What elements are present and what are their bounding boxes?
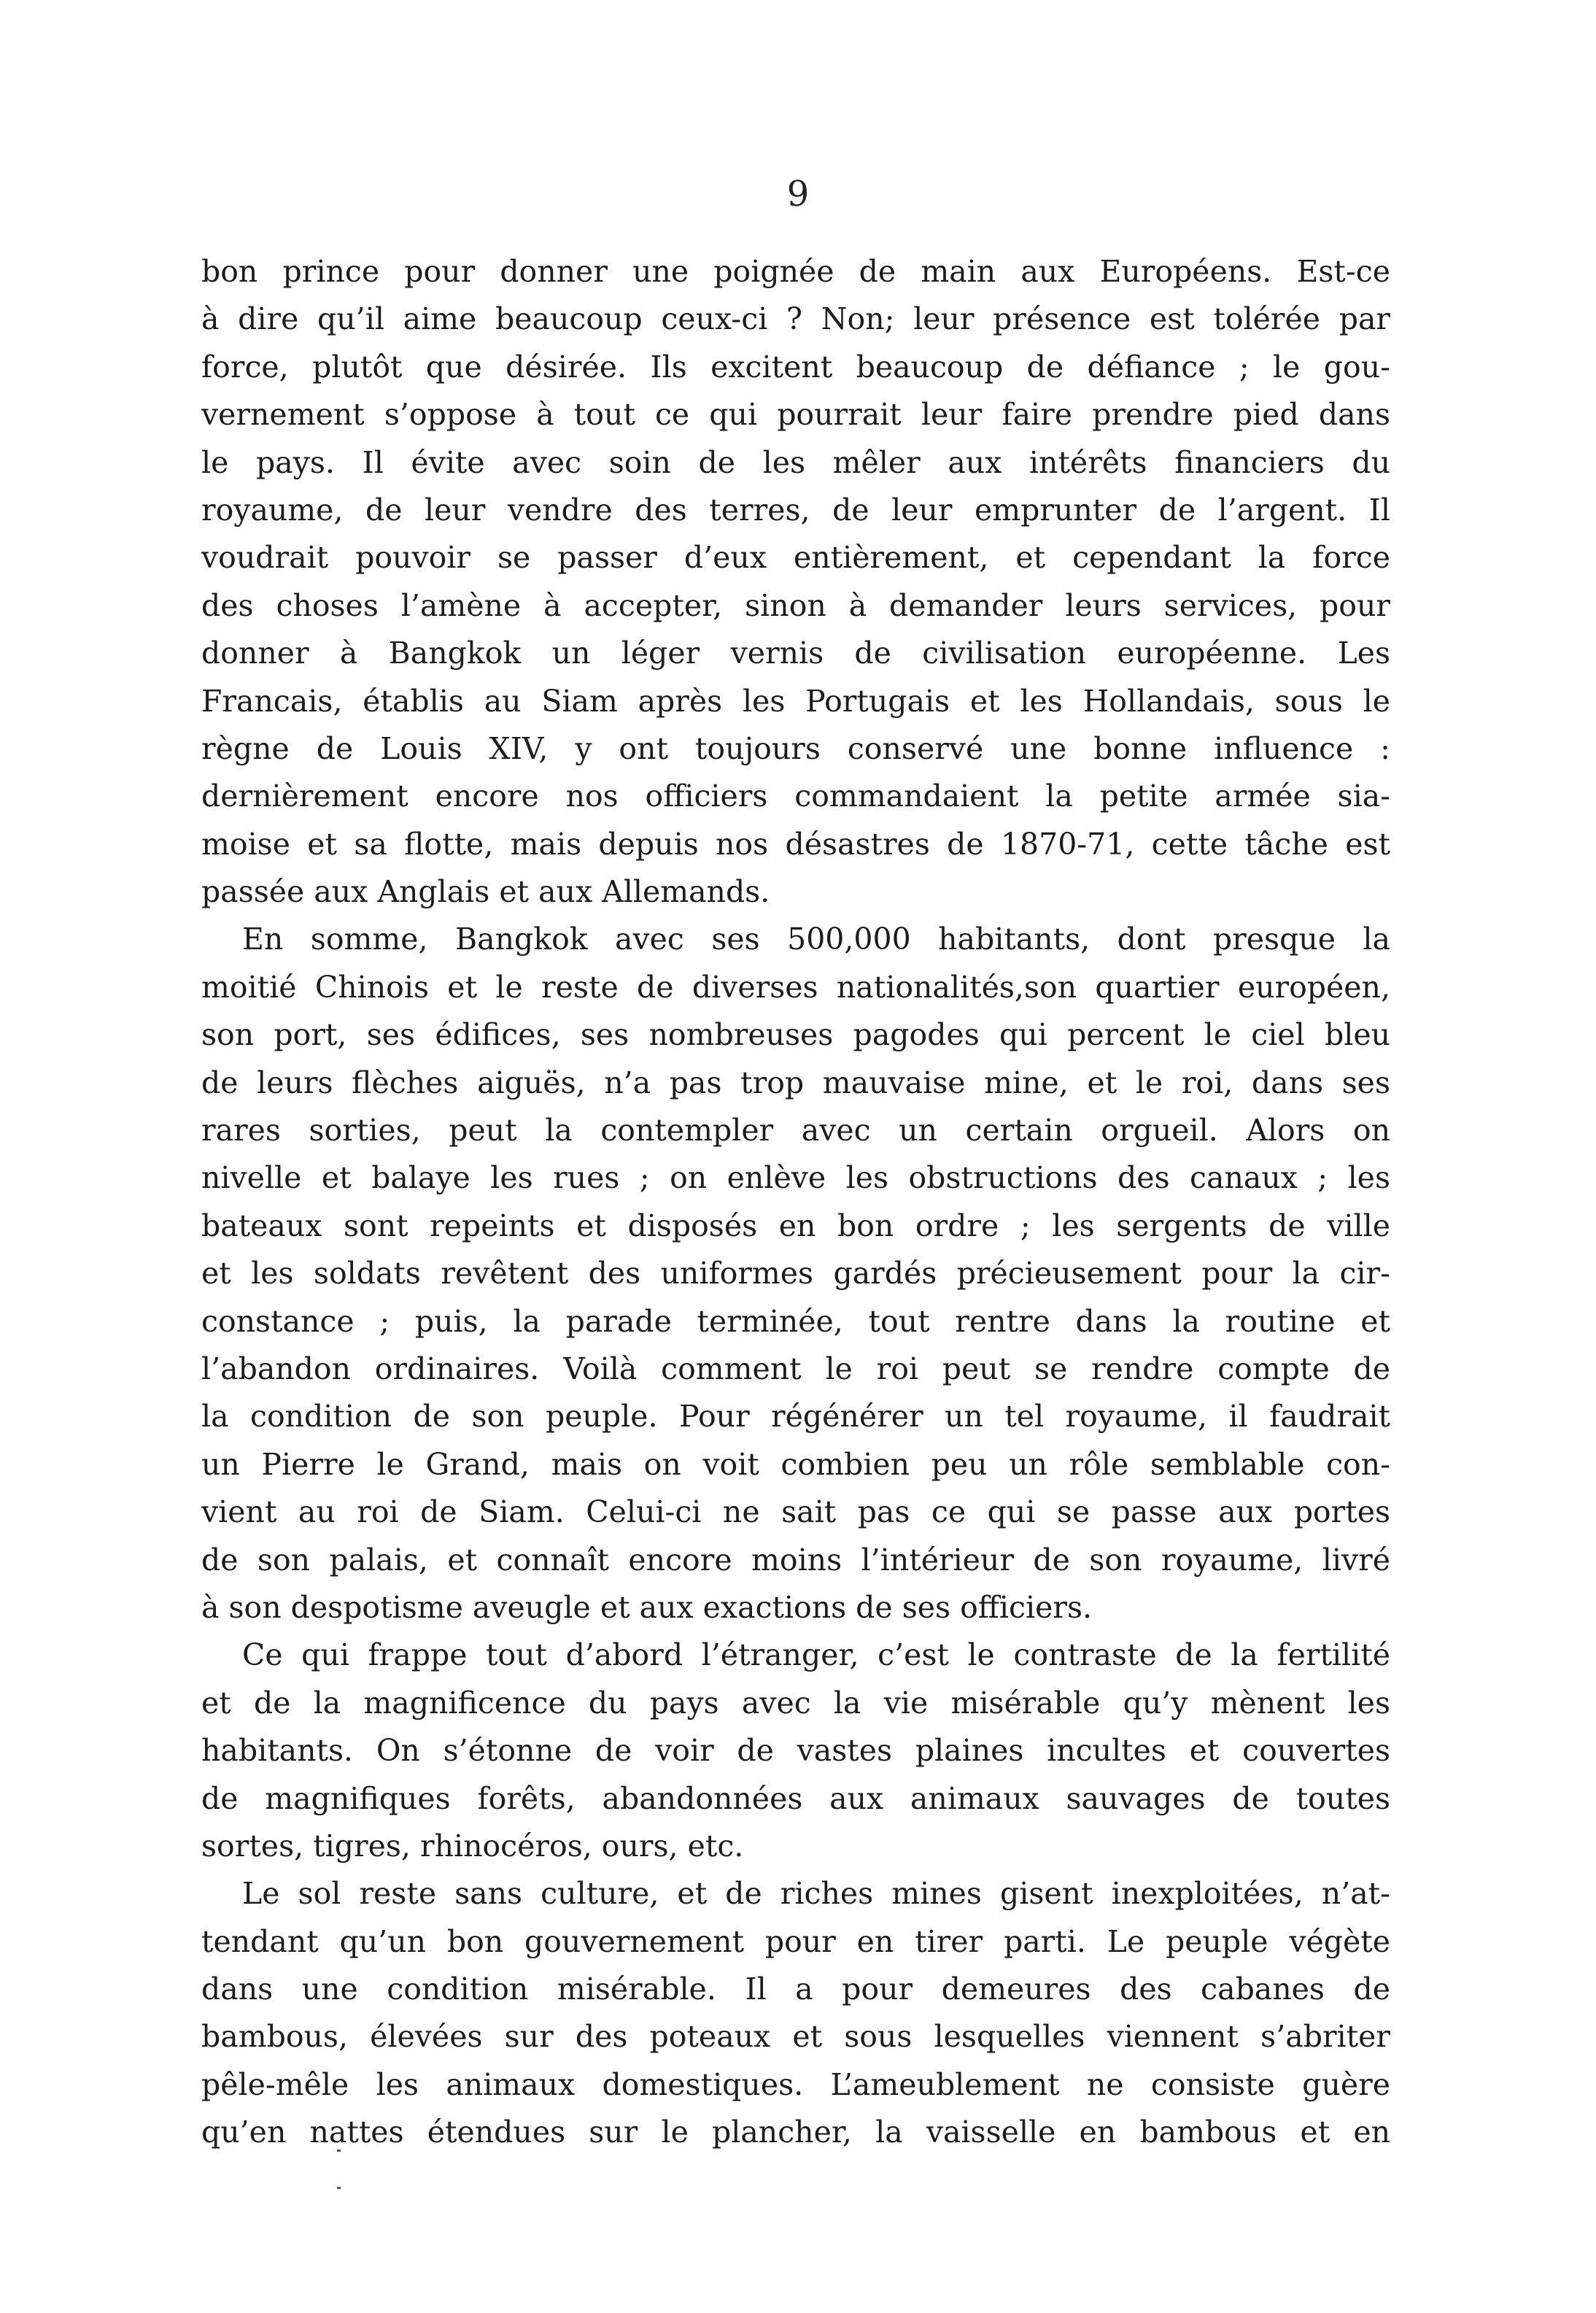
text-line: de magnifiques forêts, abandonnées aux animaux sauvages de toutes (201, 1780, 1390, 1816)
text-line: et de la magnificence du pays avec la vie misérable qu’y mènent les (201, 1685, 1390, 1721)
text-line: nivelle et balaye les rues ; on enlève les obstructions des canaux ; les (201, 1160, 1390, 1196)
text-line: moise et sa flotte, mais depuis nos désastres de 1870-71, cette tâche est (201, 826, 1390, 862)
stray-mark (337, 2150, 341, 2152)
stray-marks (337, 2150, 341, 2224)
text-line: vernement s’oppose à tout ce qui pourrait leur faire prendre pied dans (201, 397, 1390, 433)
text-line: de leurs flèches aiguës, n’a pas trop mauvaise mine, et le roi, dans ses (201, 1065, 1390, 1100)
text-line: tendant qu’un bon gouvernement pour en tirer parti. Le peuple végète (201, 1923, 1390, 1959)
text-line: l’abandon ordinaires. Voilà comment le roi peut se rendre compte de (201, 1351, 1390, 1386)
text-line: voudrait pouvoir se passer d’eux entièrement, et cependant la force (201, 540, 1390, 576)
page-number: 9 (786, 174, 810, 215)
text-line: royaume, de leur vendre des terres, de leur emprunter de l’argent. Il (201, 492, 1390, 528)
text-line: le pays. Il évite avec soin de les mêler aux intérêts financiers du (201, 444, 1390, 480)
text-line: dans une condition misérable. Il a pour demeures des cabanes de (201, 1972, 1390, 2007)
text-line: son port, ses édifices, ses nombreuses pagodes qui percent le ciel bleu (201, 1017, 1390, 1053)
text-line: à dire qu’il aime beaucoup ceux-ci ? Non; leur présence est tolérée par (201, 301, 1390, 337)
text-line: bon prince pour donner une poignée de main aux Européens. Est-ce (201, 254, 1390, 289)
text-line: règne de Louis XIV, y ont toujours conservé une bonne influence : (201, 730, 1390, 766)
text-line: force, plutôt que désirée. Ils excitent beaucoup de défiance ; le gou- (201, 349, 1390, 385)
text-line: rares sorties, peut la contempler avec un certain orgueil. Alors on (201, 1113, 1390, 1148)
text-line: Ce qui frappe tout d’abord l’étranger, c’est le contraste de la fertilité (242, 1637, 1390, 1673)
text-line: vient au roi de Siam. Celui-ci ne sait pas ce qui se passe aux portes (201, 1494, 1390, 1530)
stray-mark (337, 2187, 341, 2189)
text-line: un Pierre le Grand, mais on voit combien peu un rôle semblable con- (201, 1446, 1390, 1482)
text-line: sortes, tigres, rhinocéros, ours, etc. (201, 1828, 744, 1864)
text-line: la condition de son peuple. Pour régénérer un tel royaume, il faudrait (201, 1399, 1390, 1434)
text-line: des choses l’amène à accepter, sinon à demander leurs services, pour (201, 587, 1390, 623)
text-line: habitants. On s’étonne de voir de vastes plaines incultes et couvertes (201, 1733, 1390, 1769)
text-line: bateaux sont repeints et disposés en bon ordre ; les sergents de ville (201, 1208, 1390, 1243)
text-line: moitié Chinois et le reste de diverses nationalités,son quartier européen, (201, 969, 1390, 1005)
text-line: dernièrement encore nos officiers commandaient la petite armée sia- (201, 779, 1390, 814)
text-line: à son despotisme aveugle et aux exactions de ses officiers. (201, 1589, 1093, 1625)
text-line: pêle-mêle les animaux domestiques. L’ameublement ne consiste guère (201, 2066, 1390, 2102)
text-line: et les soldats revêtent des uniformes gardés précieusement pour la cir- (201, 1256, 1390, 1291)
text-line: Francais, établis au Siam après les Portugais et les Hollandais, sous le (201, 683, 1390, 719)
text-line: bambous, élevées sur des poteaux et sous lesquelles viennent s’abriter (201, 2019, 1390, 2055)
text-line: qu’en nattes étendues sur le plancher, la vaisselle en bambous et en (201, 2115, 1390, 2150)
text-line: passée aux Anglais et aux Allemands. (201, 874, 770, 910)
text-line: En somme, Bangkok avec ses 500,000 habitants, dont presque la (242, 922, 1390, 957)
text-line: de son palais, et connaît encore moins l’intérieur de son royaume, livré (201, 1542, 1390, 1578)
text-line: donner à Bangkok un léger vernis de civilisation européenne. Les (201, 636, 1390, 671)
text-line: constance ; puis, la parade terminée, tout rentre dans la routine et (201, 1303, 1390, 1339)
body-text (201, 248, 1390, 2157)
text-line: Le sol reste sans culture, et de riches mines gisent inexploitées, n’at- (242, 1876, 1390, 1912)
